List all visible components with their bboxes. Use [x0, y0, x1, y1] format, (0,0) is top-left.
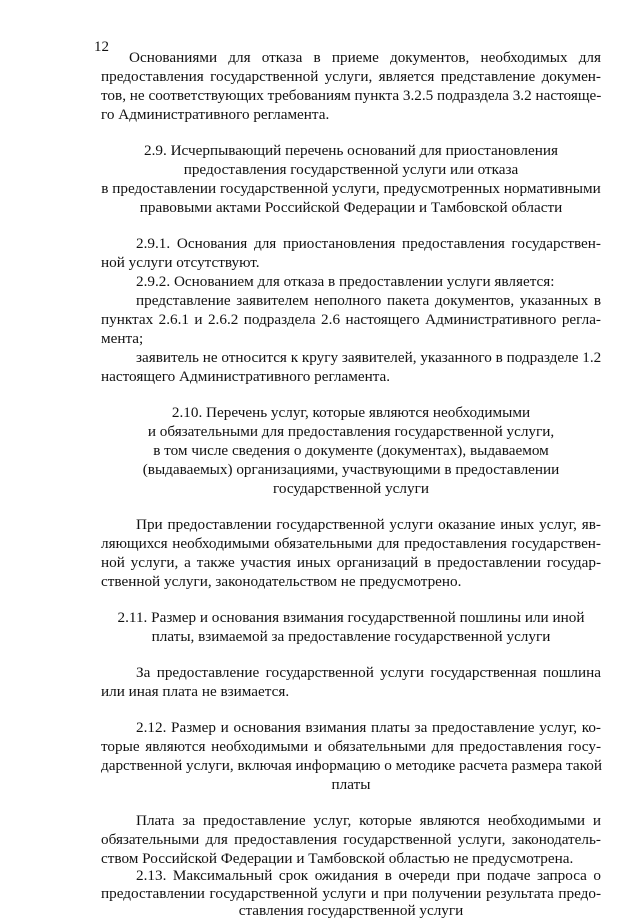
- paragraph-line: го Административного регламента.: [101, 106, 330, 123]
- paragraph-line: 2.9.1. Основания для приостановления предоставления государствен-: [136, 235, 601, 252]
- section-heading-line: 2.10. Перечень услуг, которые являются необходимыми: [171, 404, 531, 421]
- paragraph-line: тов, не соответствующих требованиям пункта 3.2.5 подраздела 3.2 настояще-: [101, 87, 602, 104]
- section-heading-line: платы, взимаемой за предоставление государственной услуги: [151, 628, 551, 645]
- paragraph-line: Основаниями для отказа в приеме документов, необходимых для: [129, 49, 601, 66]
- section-heading-line: 2.12. Размер и основания взимания платы за предоставление услуг, ко-: [136, 719, 601, 736]
- paragraph-line: За предоставление государственной услуги государственная пошлина: [136, 664, 601, 681]
- section-heading-line: платы: [331, 776, 371, 793]
- paragraph-line: пунктах 2.6.1 и 2.6.2 подраздела 2.6 настоящего Административного регла-: [101, 311, 601, 328]
- section-heading-line: и обязательными для предоставления государственной услуги,: [147, 423, 555, 440]
- paragraph-line: 2.9.2. Основанием для отказа в предоставлении услуги является:: [136, 273, 555, 290]
- paragraph-line: представление заявителем неполного пакета документов, указанных в: [136, 292, 601, 309]
- paragraph-line: При предоставлении государственной услуги оказание иных услуг, яв-: [136, 516, 601, 533]
- paragraph-line: ной услуги, а также участия иных организаций в предоставлении государ-: [101, 554, 601, 571]
- paragraph-line: заявитель не относится к кругу заявителей, указанного в подразделе 1.2: [136, 349, 602, 366]
- section-heading-line: 2.11. Размер и основания взимания государственной пошлины или иной: [117, 609, 585, 626]
- paragraph-line: ственной услуги, законодательством не предусмотрено.: [101, 573, 462, 590]
- section-heading-line: предоставлении государственной услуги и при получении результата предо-: [101, 885, 601, 902]
- paragraph-line: мента;: [101, 330, 144, 347]
- section-heading-line: торые являются необходимыми и обязательными для предоставления госу-: [101, 738, 601, 755]
- section-heading-line: предоставления государственной услуги или отказа: [183, 161, 519, 178]
- paragraph-line: ной услуги отсутствуют.: [101, 254, 260, 271]
- paragraph-line: настоящего Административного регламента.: [101, 368, 391, 385]
- paragraph-line: обязательными для предоставления государственной услуги, законодатель-: [101, 831, 601, 848]
- paragraph-line: ляющихся необходимыми обязательными для предоставления государствен-: [101, 535, 601, 552]
- section-heading-line: дарственной услуги, включая информацию о методике расчета размера такой: [101, 757, 602, 774]
- section-heading-line: 2.9. Исчерпывающий перечень оснований для приостановления: [144, 142, 558, 159]
- section-heading-line: в том числе сведения о документе (документах), выдаваемом: [153, 442, 549, 459]
- section-heading-line: в предоставлении государственной услуги, предусмотренных нормативными: [101, 180, 601, 197]
- section-heading-line: государственной услуги: [273, 480, 429, 497]
- section-heading-line: правовыми актами Российской Федерации и Тамбовской области: [139, 199, 563, 216]
- section-heading-line: ставления государственной услуги: [238, 902, 464, 919]
- page-number: 12: [94, 39, 109, 55]
- section-heading-line: 2.13. Максимальный срок ожидания в очереди при подаче запроса о: [136, 867, 601, 884]
- paragraph-line: или иная плата не взимается.: [101, 683, 290, 700]
- paragraph-line: ством Российской Федерации и Тамбовской областью не предусмотрена.: [101, 850, 574, 867]
- paragraph-line: Плата за предоставление услуг, которые являются необходимыми и: [136, 812, 601, 829]
- section-heading-line: (выдаваемых) организациями, участвующими в предоставлении: [142, 461, 560, 478]
- paragraph-line: предоставления государственной услуги, является представление докумен-: [101, 68, 601, 85]
